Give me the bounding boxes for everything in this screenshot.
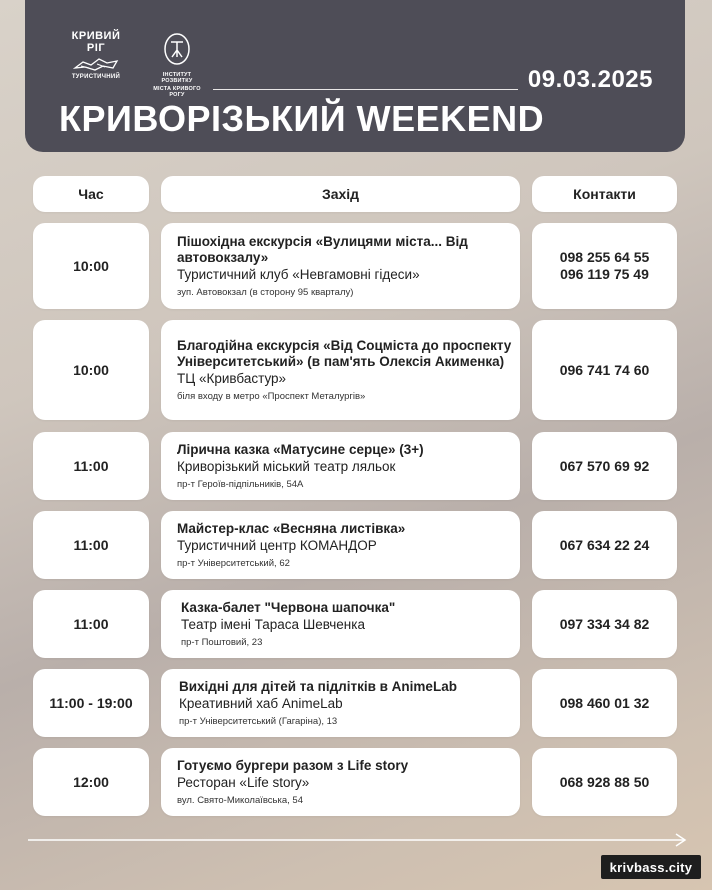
row-time: 12:00 xyxy=(33,748,149,816)
phone-number[interactable]: 097 334 34 82 xyxy=(559,615,650,632)
header-divider xyxy=(213,89,518,90)
institute-logo xyxy=(147,33,207,98)
event-venue: Театр імені Тараса Шевченка xyxy=(181,616,365,632)
row-event xyxy=(161,669,520,737)
logo-institute-line1: ІНСТИТУТ РОЗВИТКУ xyxy=(161,72,193,84)
phone-number[interactable]: 098 460 01 32 xyxy=(559,694,650,711)
column-header-event: Захід xyxy=(161,176,520,212)
event-venue: Туристичний центр КОМАНДОР xyxy=(177,537,377,553)
event-venue: Криворізький міський театр ляльок xyxy=(177,458,396,474)
event-name: Готуємо бургери разом з Life story xyxy=(177,757,409,773)
row-contacts xyxy=(532,320,677,420)
event-venue: Ресторан «Life story» xyxy=(177,774,310,790)
event-name: Вихідні для дітей та підлітків в AnimeLab xyxy=(179,678,457,694)
city-outline-icon xyxy=(73,56,119,72)
row-time: 11:00 xyxy=(33,511,149,579)
logo-city-line2: РІГ xyxy=(86,42,106,54)
column-header-contacts: Контакти xyxy=(532,176,677,212)
row-time: 10:00 xyxy=(33,320,149,420)
event-name: Благодійна екскурсія «Від Соцміста до проспекту Університетський» (в пам'ять Олексія Акименка) xyxy=(177,337,512,369)
kryvyi-rih-tourist-logo xyxy=(65,30,127,80)
row-event xyxy=(161,748,520,816)
event-venue: Туристичний клуб «Невгамовні гідеси» xyxy=(177,266,420,282)
krivbass-city-badge: krivbass.city xyxy=(601,855,701,879)
phone-number[interactable]: 067 634 22 24 xyxy=(559,536,650,553)
row-time: 11:00 xyxy=(33,432,149,500)
row-contacts xyxy=(532,590,677,658)
column-header-time: Час xyxy=(33,176,149,212)
institute-emblem-icon xyxy=(163,33,191,65)
event-address: вул. Свято-Миколаївська, 54 xyxy=(177,794,303,806)
logo-city-sub: ТУРИСТИЧНИЙ xyxy=(71,74,121,80)
row-event xyxy=(161,432,520,500)
row-event xyxy=(161,590,520,658)
event-address: біля входу в метро «Проспект Металургів» xyxy=(177,390,366,402)
row-time: 11:00 xyxy=(33,590,149,658)
phone-number[interactable]: 096 741 74 60 xyxy=(559,361,650,378)
event-name: Пішохідна екскурсія «Вулицями міста... Від автовокзалу» xyxy=(177,233,468,265)
row-contacts xyxy=(532,511,677,579)
row-contacts xyxy=(532,669,677,737)
event-address: пр-т Поштовий, 23 xyxy=(181,636,263,648)
event-address: пр-т Героїв-підпільників, 54А xyxy=(177,478,304,490)
row-event xyxy=(161,511,520,579)
row-time: 10:00 xyxy=(33,223,149,309)
arrow-right-icon xyxy=(28,832,690,848)
row-time: 11:00 - 19:00 xyxy=(33,669,149,737)
phone-number[interactable]: 067 570 69 92 xyxy=(559,457,650,474)
page-title: КРИВОРІЗЬКИЙ WEEKEND xyxy=(59,98,545,139)
phone-number[interactable]: 068 928 88 50 xyxy=(559,773,650,790)
phone-number[interactable]: 098 255 64 55 xyxy=(559,249,650,265)
event-name: Майстер-клас «Весняна листівка» xyxy=(177,520,406,536)
row-event xyxy=(161,223,520,309)
event-address: пр-т Університетський, 62 xyxy=(177,557,290,569)
event-date: 09.03.2025 xyxy=(527,66,653,93)
phone-number[interactable]: 096 119 75 49 xyxy=(560,266,649,282)
event-address: пр-т Університетський (Гагаріна), 13 xyxy=(179,715,338,727)
logo-city-line1: КРИВИЙ xyxy=(71,30,121,42)
event-address: зуп. Автовокзал (в сторону 95 кварталу) xyxy=(177,286,354,298)
row-contacts xyxy=(532,432,677,500)
event-venue: Креативний хаб AnimeLab xyxy=(179,695,343,711)
event-name: Казка-балет "Червона шапочка" xyxy=(181,599,396,615)
header-banner xyxy=(25,0,685,152)
event-venue: ТЦ «Кривбастур» xyxy=(177,370,287,386)
row-contacts xyxy=(532,223,677,309)
row-event xyxy=(161,320,520,420)
row-contacts xyxy=(532,748,677,816)
logo-institute-line2: МІСТА КРИВОГО РОГУ xyxy=(153,86,201,98)
event-name: Лірична казка «Матусине серце» (3+) xyxy=(177,441,424,457)
